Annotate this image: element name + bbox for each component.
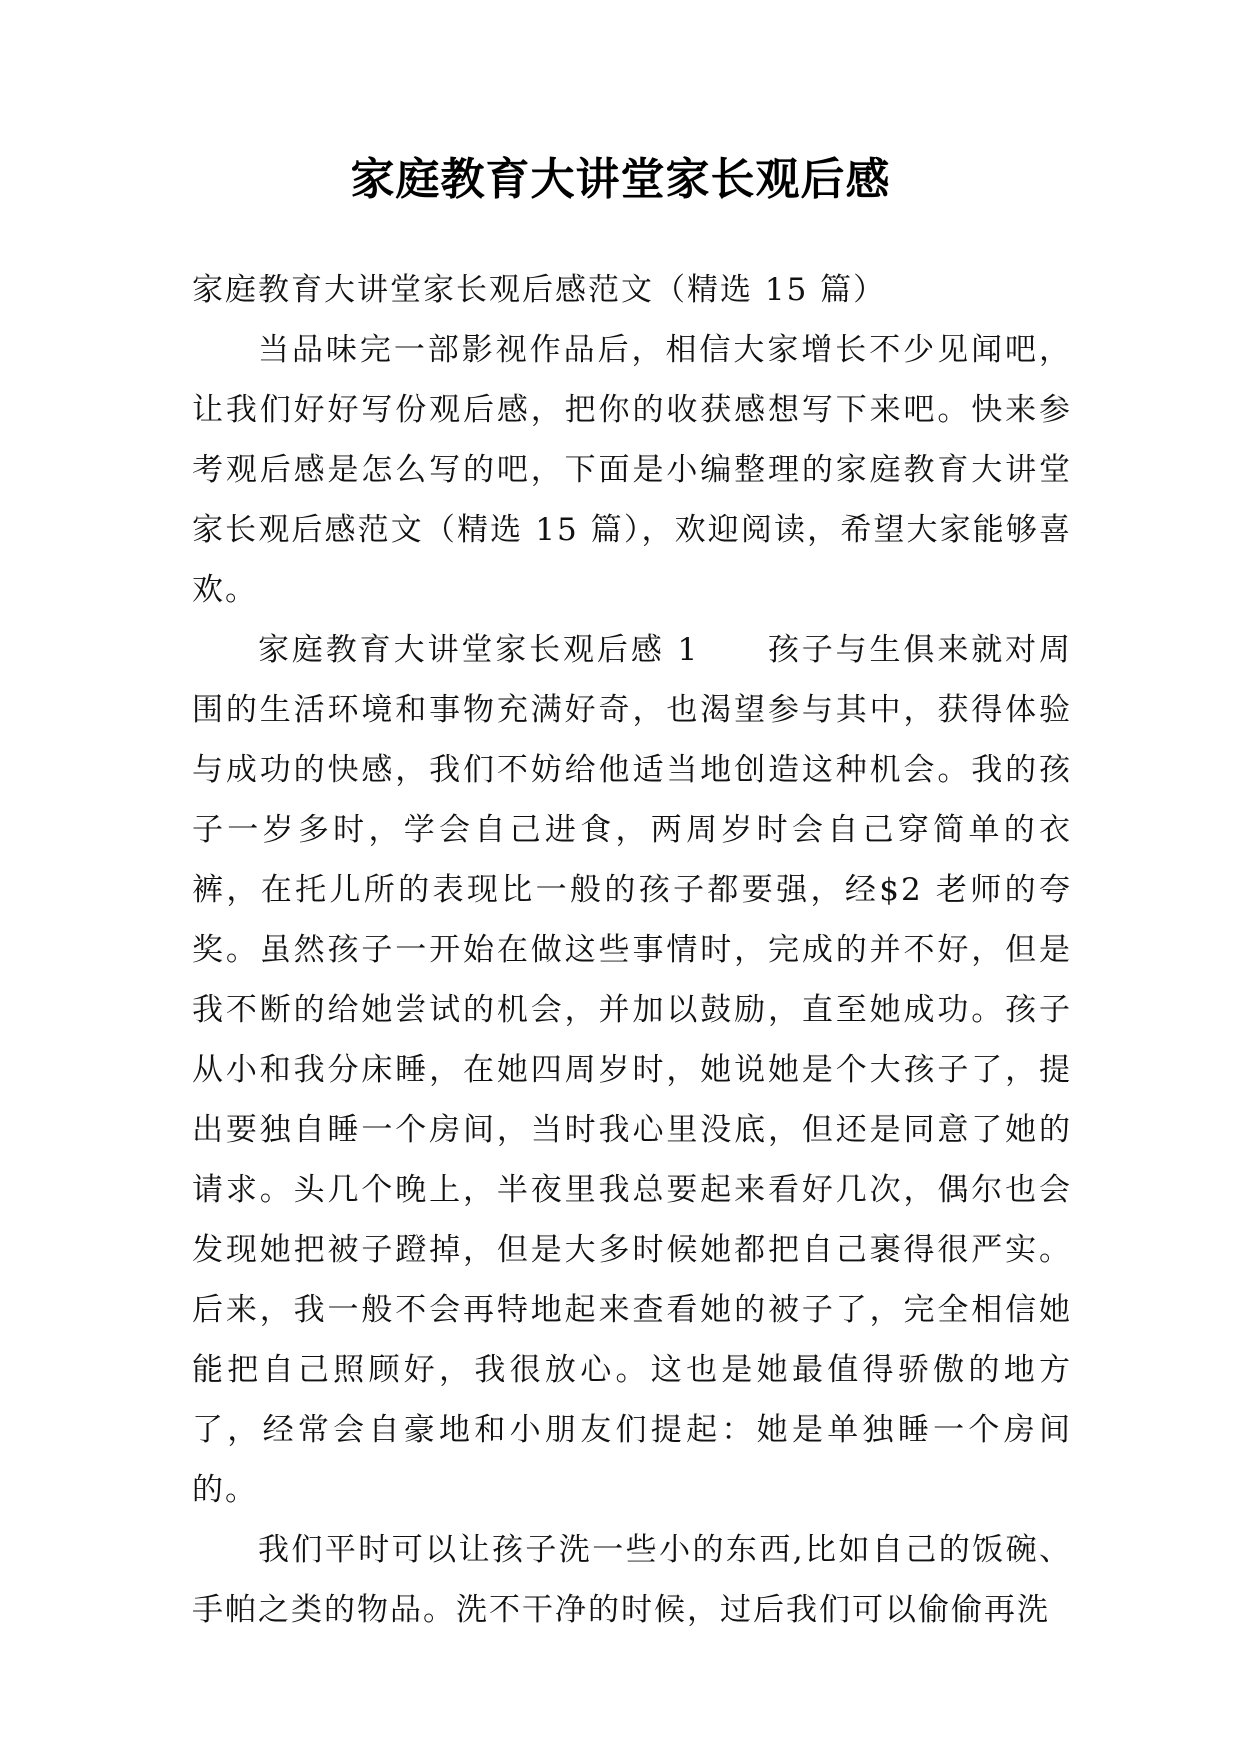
essay-paragraph-1: 家庭教育大讲堂家长观后感 1 孩子与生俱来就对周围的生活环境和事物充满好奇，也渴望参与其中，获得体验与成功的快感，我们不妨给他适当地创造这种机会。我的孩子一岁多时，学会自己进食，两周岁时会自己穿简单的衣裤，在托儿所的表现比一般的孩子都要强，经$2 老师的夸奖。虽然孩子一开始在做这些事情时，完成的并不好，但是我不断的给她尝试的机会，并加以鼓励，直至她成功。孩子从小和我分床睡，在她四周岁时，她说她是个大孩子了，提出要独自睡一个房间，当时我心里没底，但还是同意了她的请求。头几个晚上，半夜里我总要起来看好几次，偶尔也会发现她把被子蹬掉，但是大多时候她都把自己裹得很严实。后来，我一般不会再特地起来查看她的被子了，完全相信她能把自己照顾好，我很放心。这也是她最值得骄傲的地方了，经常会自豪地和小朋友们提起：她是单独睡一个房间的。: [192, 632, 1072, 1508]
intro-paragraph: 当品味完一部影视作品后，相信大家增长不少见闻吧，让我们好好写份观后感，把你的收获感想写下来吧。快来参考观后感是怎么写的吧，下面是小编整理的家庭教育大讲堂家长观后感范文（精选 15 篇），欢迎阅读，希望大家能够喜欢。: [192, 332, 1072, 608]
essay-paragraph-2: 我们平时可以让孩子洗一些小的东西,比如自己的饭碗、手帕之类的物品。洗不干净的时候，过后我们可以偷偷再洗: [192, 1532, 1072, 1628]
document-body: [192, 260, 1072, 1640]
document-subtitle: 家庭教育大讲堂家长观后感范文（精选 15 篇）: [192, 272, 887, 308]
page-title: 家庭教育大讲堂家长观后感: [350, 154, 891, 205]
